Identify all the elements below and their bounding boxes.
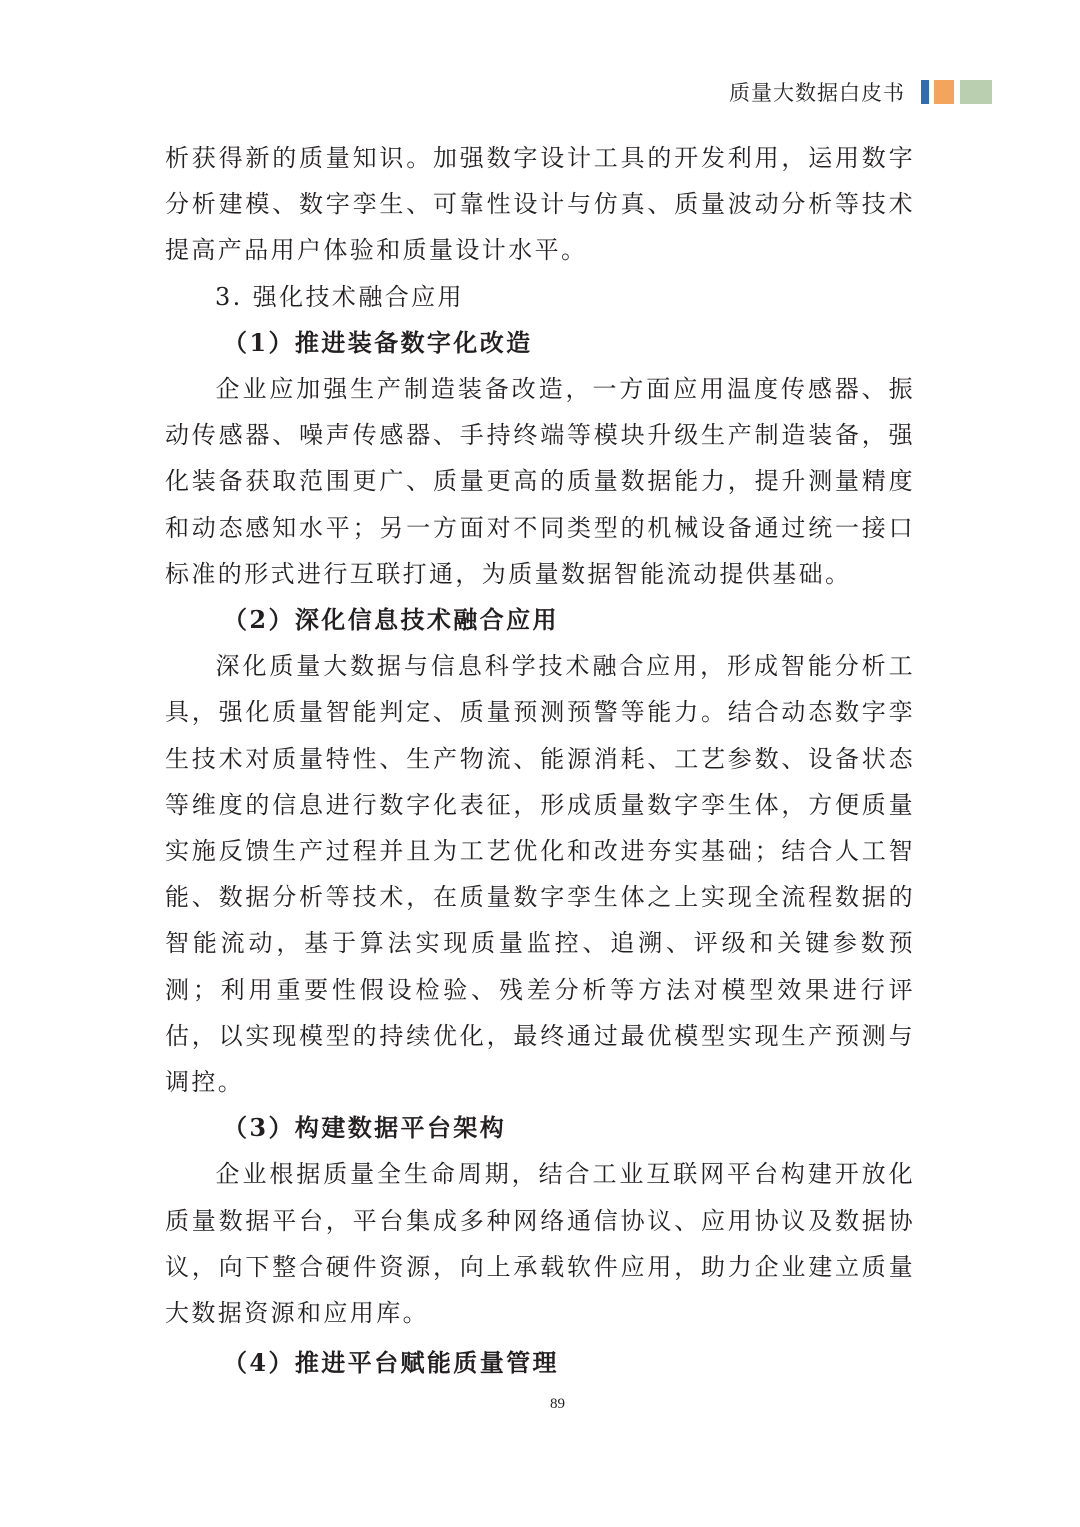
header-title: 质量大数据白皮书 bbox=[729, 81, 905, 105]
blue-block bbox=[921, 80, 929, 104]
page-body bbox=[165, 135, 915, 1386]
subsection-3-heading: （3）构建数据平台架构 bbox=[223, 1113, 507, 1143]
subsection-2-heading: （2）深化信息技术融合应用 bbox=[223, 605, 559, 635]
page-header bbox=[729, 74, 992, 110]
subsection-1-heading: （1）推进装备数字化改造 bbox=[223, 327, 533, 357]
subsection-3-text: 企业根据质量全生命周期，结合工业互联网平台构建开放化质量数据平台，平台集成多种网络通信协议、应用协议及数据协议，向下整合硬件资源，向上承载软件应用，助力企业建立质量大数据资源和应用库。 bbox=[165, 1160, 915, 1328]
subsection-1-text: 企业应加强生产制造装备改造，一方面应用温度传感器、振动传感器、噪声传感器、手持终端等模块升级生产制造装备，强化装备获取范围更广、质量更高的质量数据能力，提升测量精度和动态感知水平；另一方面对不同类型的机械设备通过统一接口标准的形式进行互联打通，为质量数据智能流动提供基础。 bbox=[165, 375, 915, 588]
subsection-4-heading: （4）推进平台赋能质量管理 bbox=[223, 1348, 559, 1378]
page-number: 89 bbox=[550, 1396, 565, 1412]
subsection-2-text: 深化质量大数据与信息科学技术融合应用，形成智能分析工具，强化质量智能判定、质量预测预警等能力。结合动态数字孪生技术对质量特性、生产物流、能源消耗、工艺参数、设备状态等维度的信息进行数字化表征，形成质量数字孪生体，方便质量实施反馈生产过程并且为工艺优化和改进夯实基础；结合人工智能、数据分析等技术，在质量数字孪生体之上实现全流程数据的智能流动，基于算法实现质量监控、追溯、评级和关键参数预测；利用重要性假设检验、残差分析等方法对模型效果进行评估，以实现模型的持续优化，最终通过最优模型实现生产预测与调控。 bbox=[165, 652, 915, 1097]
subsection-1-paragraph bbox=[165, 366, 915, 597]
intro-paragraph: 析获得新的质量知识。加强数字设计工具的开发利用，运用数字分析建模、数字孪生、可靠性设计与仿真、质量波动分析等技术提高产品用户体验和质量设计水平。 bbox=[165, 144, 915, 265]
header-color-blocks bbox=[921, 80, 992, 104]
green-block bbox=[960, 80, 992, 104]
subsection-3-paragraph bbox=[165, 1151, 915, 1336]
section-3-heading: 3. 强化技术融合应用 bbox=[215, 282, 464, 311]
subsection-2-paragraph bbox=[165, 643, 915, 1105]
orange-block bbox=[934, 80, 954, 104]
